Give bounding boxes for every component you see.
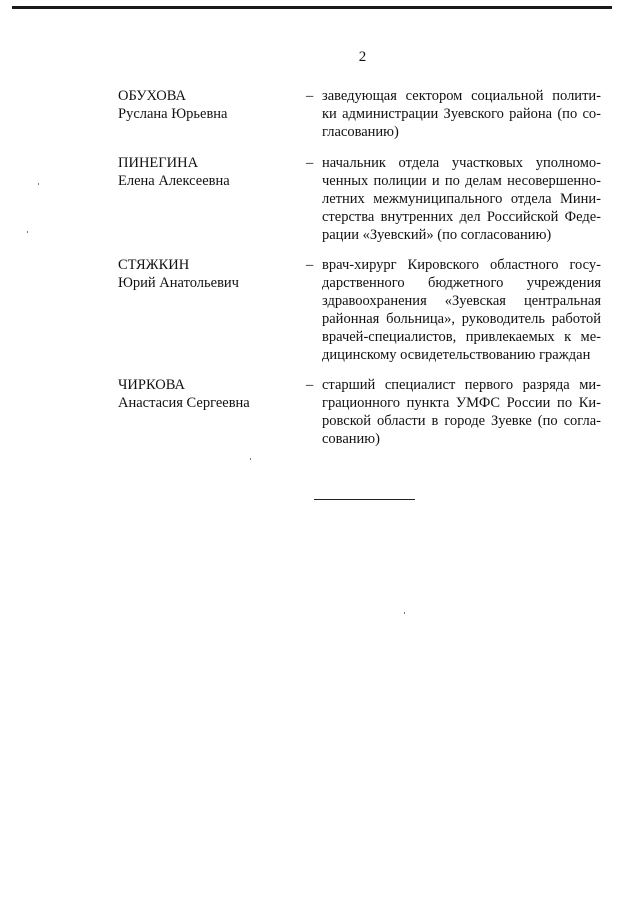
scan-speck [27, 231, 28, 233]
member-entry-pinegina [0, 154, 640, 244]
position-line: дицинскому освидетельствованию граждан [322, 347, 591, 363]
member-surname: ОБУХОВА [118, 88, 186, 104]
member-name [118, 154, 298, 190]
entry-dash: – [306, 377, 314, 393]
position-line: начальник отдела участковых уполномо- [322, 155, 601, 171]
position-line: заведующая сектором социальной полити- [322, 88, 601, 104]
position-line: здравоохранения «Зуевская центральная [322, 293, 601, 309]
member-given-names: Руслана Юрьевна [118, 106, 228, 122]
position-line: ровской области в городе Зуевке (по согла- [322, 413, 601, 429]
member-name [118, 256, 298, 292]
position-line: дарственного бюджетного учреждения [322, 275, 601, 291]
end-of-list-rule [314, 499, 415, 500]
scan-speck [250, 458, 251, 460]
position-line: сованию) [322, 431, 380, 447]
position-line: старший специалист первого разряда ми- [322, 377, 601, 393]
member-given-names: Анастасия Сергеевна [118, 395, 250, 411]
scan-speck [38, 183, 39, 185]
position-line: гласованию) [322, 124, 399, 140]
scan-speck [404, 612, 405, 614]
member-position [322, 154, 601, 244]
member-name [118, 376, 298, 412]
position-line: рации «Зуевский» (по согласованию) [322, 227, 552, 243]
member-surname: СТЯЖКИН [118, 257, 190, 273]
member-name [118, 87, 298, 123]
member-surname: ЧИРКОВА [118, 377, 185, 393]
position-line: районная больница», руководитель работой [322, 311, 601, 327]
entry-dash: – [306, 155, 314, 171]
position-line: летних межмуниципального отдела Мини- [322, 191, 601, 207]
member-entry-chirkova [0, 376, 640, 448]
member-given-names: Юрий Анатольевич [118, 275, 239, 291]
entry-dash: – [306, 257, 314, 273]
member-position [322, 256, 601, 364]
position-line: ки администрации Зуевского района (по со- [322, 106, 601, 122]
member-entry-styazhkin [0, 256, 640, 364]
member-position [322, 376, 601, 448]
position-line: ченных полиции и по делам несовершенно- [322, 173, 601, 189]
member-entry-obukhova [0, 87, 640, 141]
position-line: врачей-специалистов, привлекаемых к ме- [322, 329, 601, 345]
position-line: врач-хирург Кировского областного госу- [322, 257, 601, 273]
page-number: 2 [358, 49, 367, 65]
top-border-line [12, 6, 612, 9]
position-line: грационного пункта УМФС России по Ки- [322, 395, 601, 411]
entry-dash: – [306, 88, 314, 104]
member-given-names: Елена Алексеевна [118, 173, 230, 189]
member-position [322, 87, 601, 141]
position-line: стерства внутренних дел Российской Феде- [322, 209, 601, 225]
member-surname: ПИНЕГИНА [118, 155, 199, 171]
